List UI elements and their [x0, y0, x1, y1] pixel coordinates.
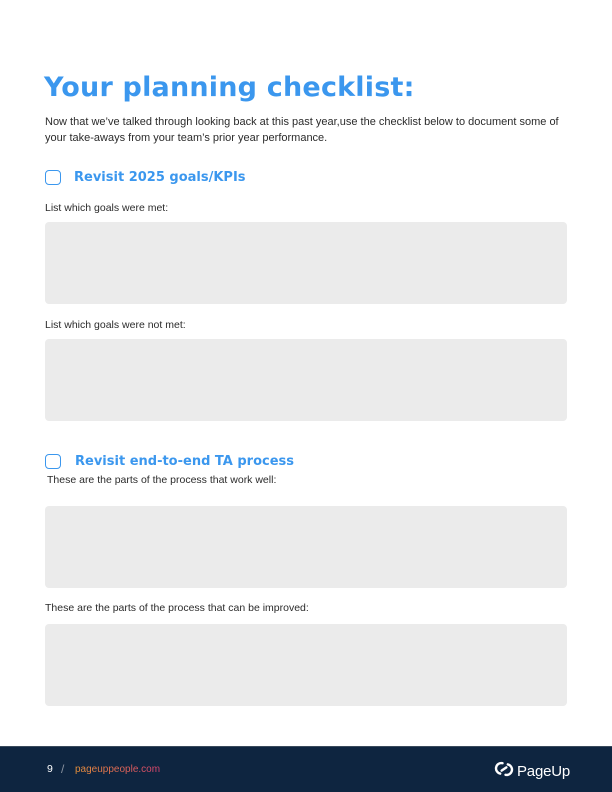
page-title: Your planning checklist: — [44, 72, 415, 103]
ta-process-checkbox[interactable] — [45, 454, 61, 469]
goals-not-met-label: List which goals were not met: — [45, 319, 186, 331]
footer-separator: / — [61, 762, 65, 776]
link-loop-icon — [494, 760, 514, 783]
pageup-logo — [494, 760, 570, 783]
section-goals-header — [45, 170, 246, 185]
section-goals-title: Revisit 2025 goals/KPIs — [74, 170, 246, 185]
goals-met-field[interactable] — [45, 222, 567, 304]
section-ta-process-header — [45, 454, 294, 469]
goals-not-met-field[interactable] — [45, 339, 567, 421]
page-number: 9 — [47, 763, 53, 775]
intro-text: Now that we’ve talked through looking back at this past year,use the checklist below to document some of your take-aways from your team’s prior year performance. — [45, 116, 559, 144]
website-link[interactable]: pageuppeople.com — [75, 764, 161, 775]
works-well-label: These are the parts of the process that work well: — [47, 474, 277, 486]
logo-text: PageUp — [517, 763, 571, 780]
page-footer — [0, 746, 612, 792]
goals-checkbox[interactable] — [45, 170, 61, 185]
can-improve-field[interactable] — [45, 624, 567, 706]
works-well-field[interactable] — [45, 506, 567, 588]
goals-met-label: List which goals were met: — [45, 202, 169, 214]
section-ta-process-title: Revisit end-to-end TA process — [75, 454, 295, 469]
can-improve-label: These are the parts of the process that can be improved: — [45, 602, 309, 614]
